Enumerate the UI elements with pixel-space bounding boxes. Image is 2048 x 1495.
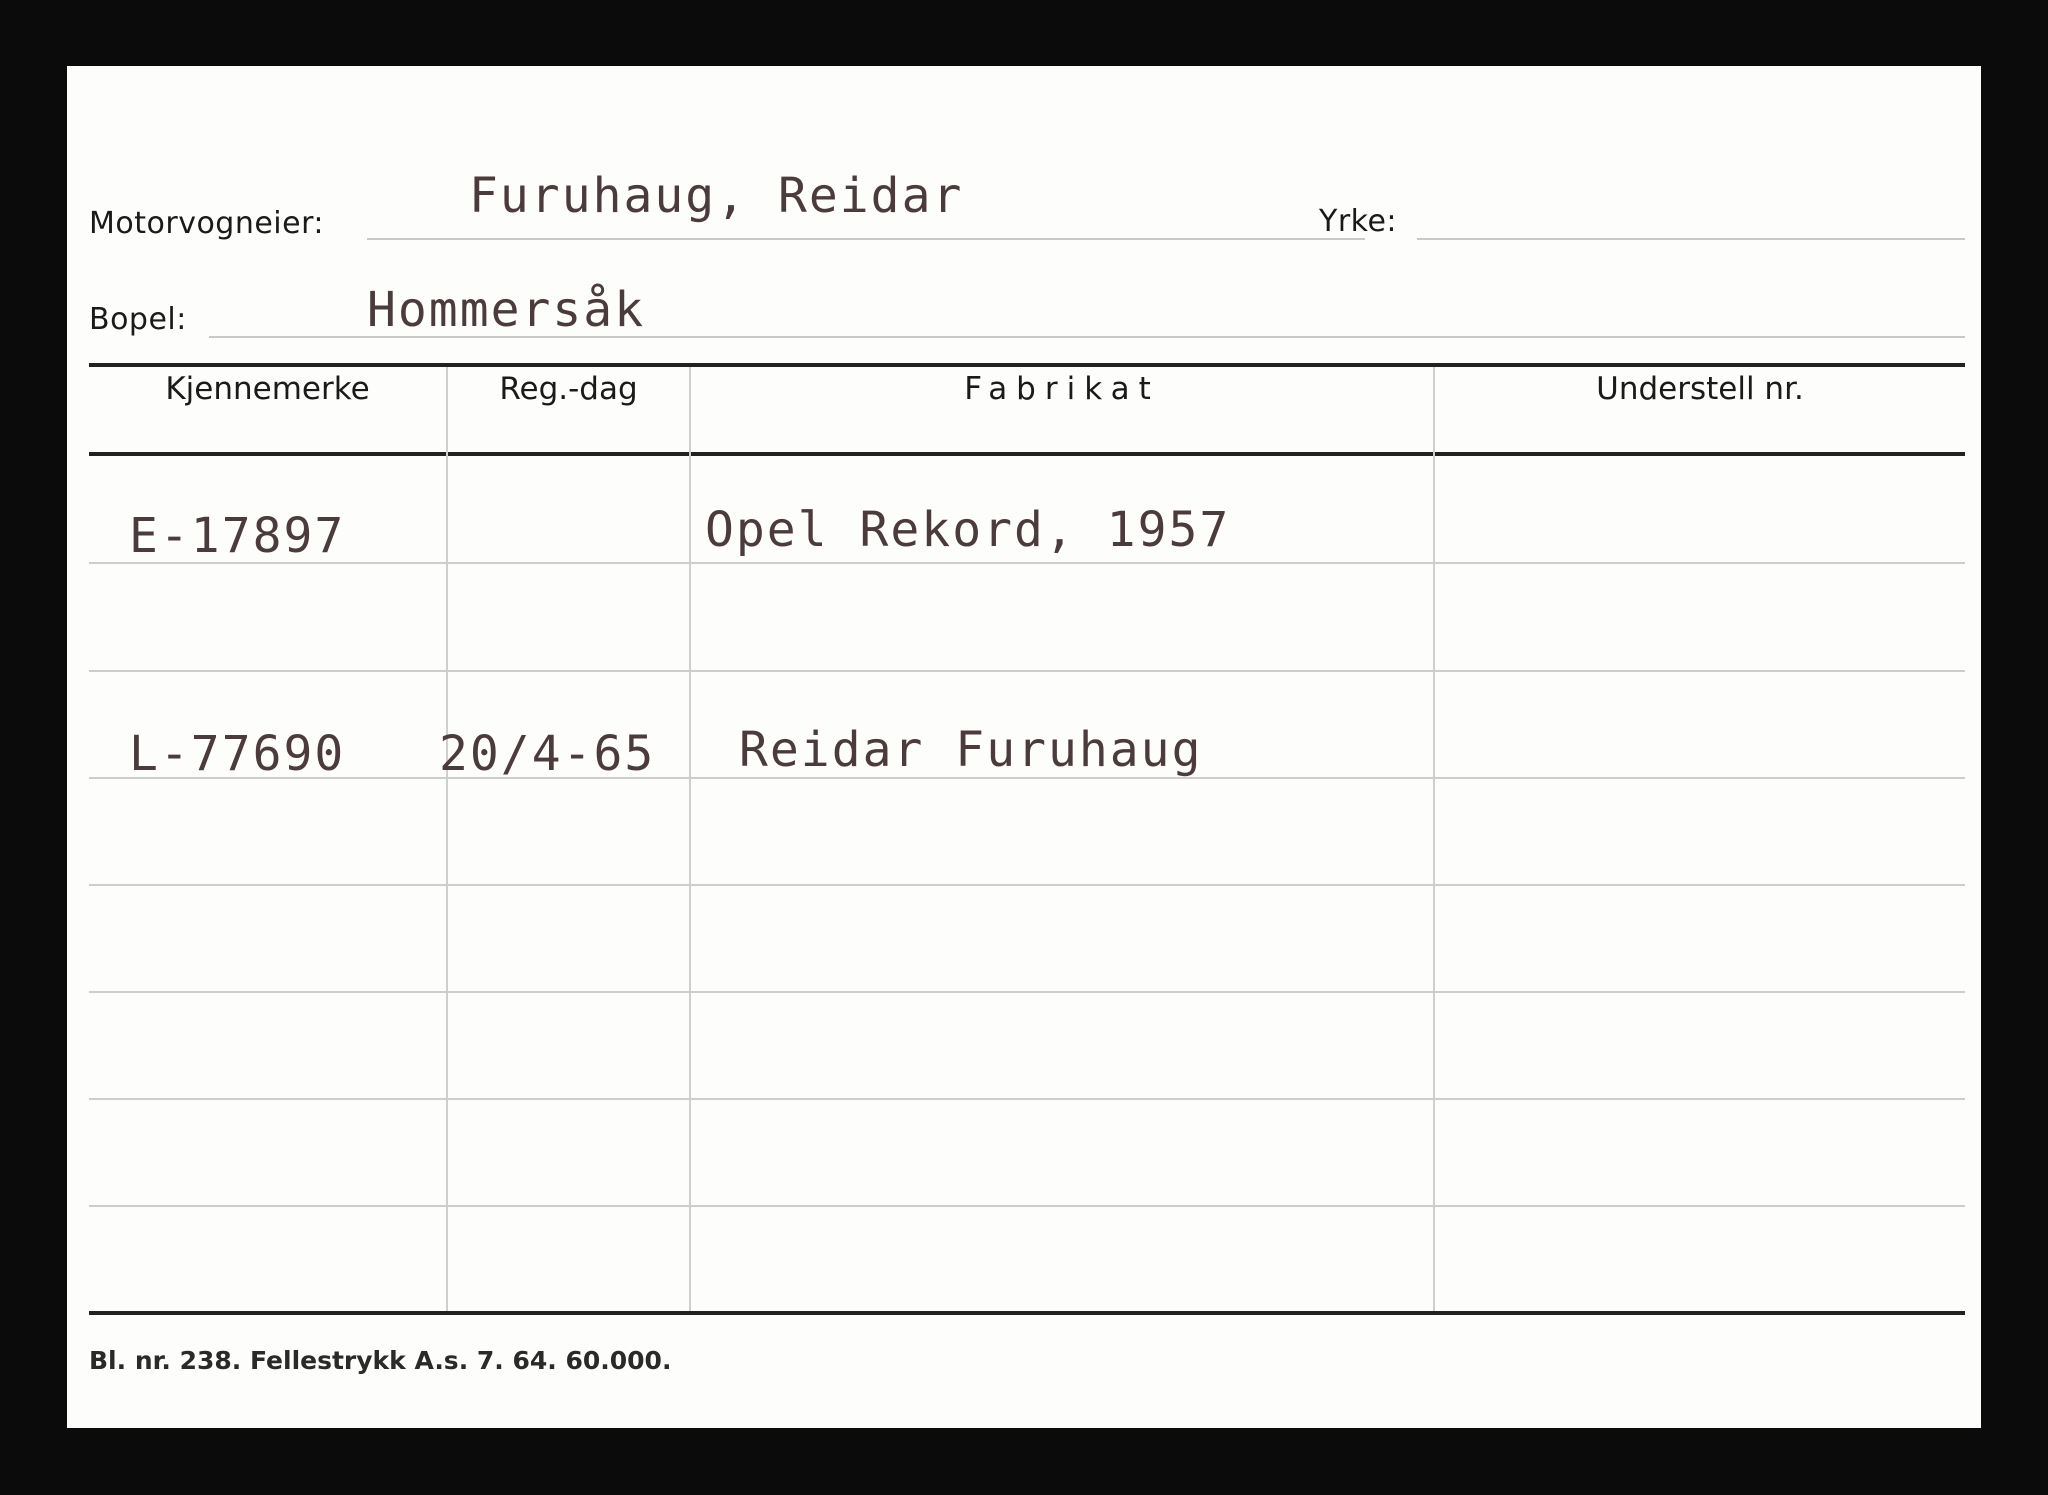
- column-header-fabrikat: Fabrikat: [964, 371, 1160, 407]
- table-header-rule: [89, 452, 1965, 456]
- table-row-2-reg-dag: 20/4-65: [439, 726, 656, 782]
- table-row-2-fabrikat: Reidar Furuhaug: [739, 722, 1203, 778]
- table-ruled-line: [89, 562, 1965, 564]
- owner-value: Furuhaug, Reidar: [469, 168, 964, 224]
- table-ruled-line: [89, 1098, 1965, 1100]
- column-divider: [689, 367, 691, 1311]
- column-header-reg-dag: Reg.-dag: [499, 371, 638, 407]
- table-top-rule: [89, 363, 1965, 367]
- print-footer: Bl. nr. 238. Fellestrykk A.s. 7. 64. 60.000.: [89, 1346, 672, 1375]
- owner-fill-line: [367, 238, 1365, 240]
- table-ruled-line: [89, 1205, 1965, 1207]
- column-divider: [1433, 367, 1435, 1311]
- column-header-kjennemerke: Kjennemerke: [165, 371, 370, 407]
- table-row-1-fabrikat: Opel Rekord, 1957: [705, 502, 1231, 558]
- table-bottom-rule: [89, 1311, 1965, 1315]
- column-divider: [446, 367, 448, 1311]
- table-ruled-line: [89, 991, 1965, 993]
- table-ruled-line: [89, 884, 1965, 886]
- column-header-understell: Understell nr.: [1596, 371, 1804, 407]
- owner-label: Motorvogneier:: [89, 206, 325, 241]
- table-row-2-kjennemerke: L-77690: [129, 726, 346, 782]
- table-row-1-kjennemerke: E-17897: [129, 508, 346, 564]
- occupation-label: Yrke:: [1319, 204, 1398, 239]
- registration-card: [67, 66, 1981, 1428]
- residence-label: Bopel:: [89, 302, 187, 337]
- occupation-fill-line: [1417, 238, 1965, 240]
- table-ruled-line: [89, 670, 1965, 672]
- residence-value: Hommersåk: [367, 282, 646, 338]
